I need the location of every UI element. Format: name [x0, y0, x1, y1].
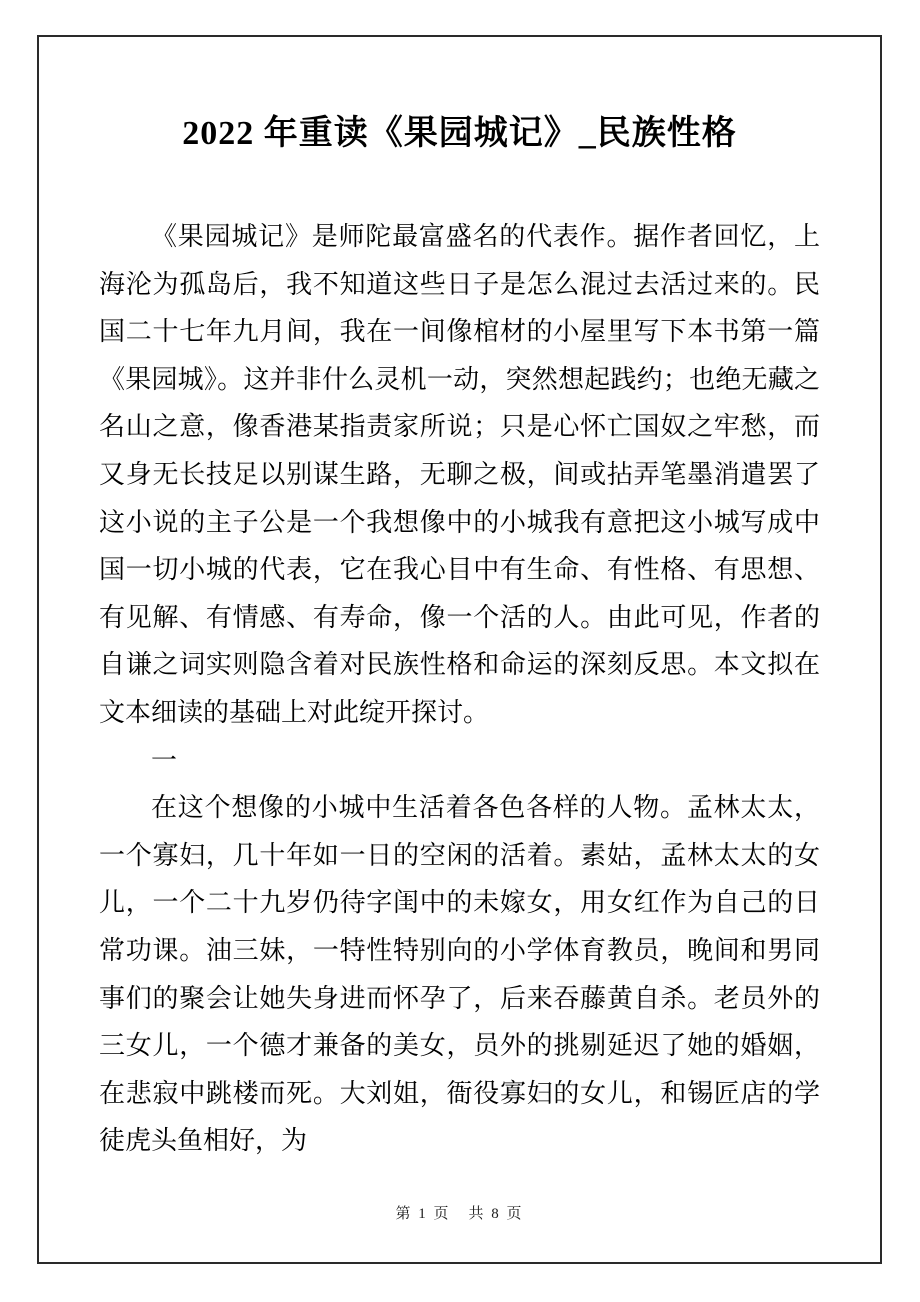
- document-title: 2022 年重读《果园城记》_民族性格: [182, 115, 737, 152]
- paragraph-1: 《果园城记》是师陀最富盛名的代表作。据作者回忆，上海沦为孤岛后，我不知道这些日子是怎么混过去活过来的。民国二十七年九月间，我在一间像棺材的小屋里写下本书第一篇《果园城》。这并非什么灵机一动，突然想起践约；也绝无藏之名山之意，像香港某指责家所说；只是心怀亡国奴之牢愁，而又身无长技足以别谋生路，无聊之极，间或拈弄笔墨消遣罢了这小说的主子公是一个我想像中的小城我有意把这小城写成中国一切小城的代表，它在我心目中有生命、有性格、有思想、有见解、有情感、有寿命，像一个活的人。由此可见，作者的自谦之词实则隐含着对民族性格和命运的深刻反思。本文拟在文本细读的基础上对此绽开探讨。: [99, 222, 820, 727]
- document-body: [39, 213, 880, 1165]
- document-page: [37, 35, 882, 1264]
- page-footer: [39, 1202, 880, 1223]
- total-pages-label: 共 8 页: [468, 1206, 524, 1222]
- current-page-label: 第 1 页: [395, 1206, 451, 1222]
- paragraph-2: 在这个想像的小城中生活着各色各样的人物。孟林太太，一个寡妇，几十年如一日的空闲的活着。素姑，孟林太太的女儿，一个二十九岁仍待字闺中的未嫁女，用女红作为自己的日常功课。油三妹，一特性特别向的小学体育教员，晚间和男同事们的聚会让她失身进而怀孕了，后来吞藤黄自杀。老员外的三女儿，一个德才兼备的美女，员外的挑剔延迟了她的婚姻，在悲寂中跳楼而死。大刘姐，衙役寡妇的女儿，和锡匠店的学徒虎头鱼相好，为: [99, 793, 820, 1156]
- section-marker: 一: [151, 745, 178, 775]
